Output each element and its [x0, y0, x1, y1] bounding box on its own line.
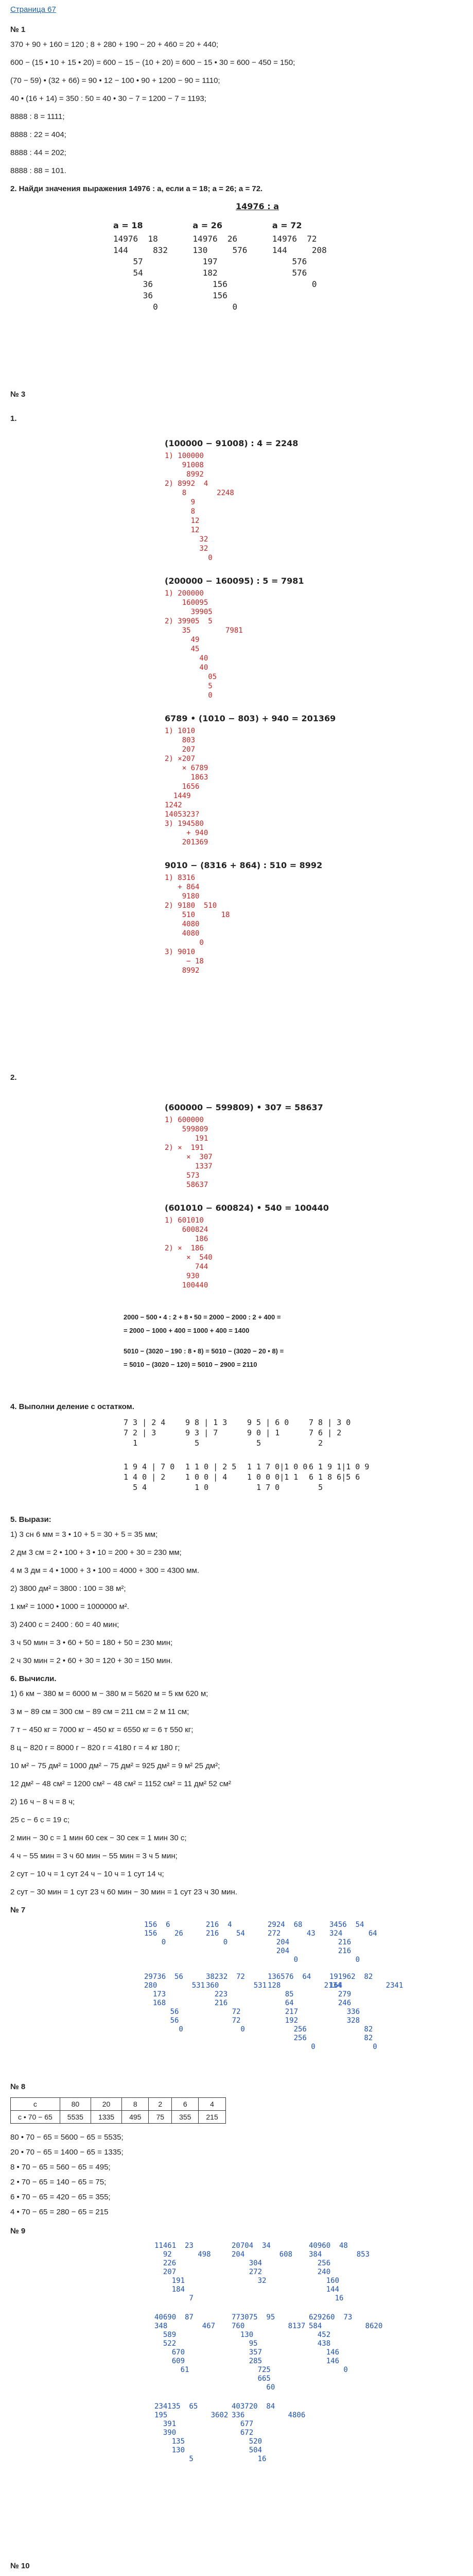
ex4-title: 4. Выполни деление с остатком. — [10, 1402, 134, 1411]
ex1-col-2 — [192, 221, 247, 313]
division-3: 9 5 | 6 0 9 0 | 1 5 — [247, 1418, 289, 1448]
ex6-line: 4 ч − 55 мин = 3 ч 60 мин − 55 мин = 3 ч 5 мин; — [10, 1852, 178, 1860]
table-cell: 80 — [60, 2098, 91, 2111]
ex8-line: 20 • 70 − 65 = 1400 − 65 = 1335; — [10, 2148, 124, 2157]
ex7-div-7: 136576 64 128 2134 85 64 217 192 256 256 0 — [268, 1973, 342, 2051]
ex6-line: 10 м² − 75 дм² = 1000 дм² − 75 дм² = 925 дм² = 9 м² 25 дм²; — [10, 1761, 220, 1770]
ex7-div-3: 2924 68 272 43 204 204 0 — [268, 1921, 316, 1964]
division-4: 7 8 | 3 0 7 6 | 2 2 — [309, 1418, 351, 1448]
ex7-div-6: 38232 72 360 531 223 216 72 72 0 — [206, 1973, 267, 2033]
calc-line: 2000 − 500 • 4 : 2 + 8 • 50 = 2000 − 2000 : 2 + 400 = — [124, 1313, 281, 1321]
ex9-figure — [154, 2242, 412, 2464]
ex1-line: 8888 : 44 = 202; — [10, 148, 66, 157]
ex3-part2: 2. — [10, 1073, 17, 1082]
ex9-div-1: 11461 23 92 498 226 207 191 184 7 — [154, 2242, 211, 2302]
ex6-line: 2) 16 ч − 8 ч = 8 ч; — [10, 1798, 75, 1806]
ex5-line: 1) 3 сн 6 мм = 3 • 10 + 5 = 30 + 5 = 35 мм; — [10, 1530, 158, 1539]
ex8-line: 2 • 70 − 65 = 140 − 65 = 75; — [10, 2178, 107, 2187]
ex6-lines — [10, 1689, 463, 1896]
ex1-box-title: 14976 : a — [236, 201, 279, 211]
ex4-figure — [124, 1417, 381, 1493]
ex1-lines — [10, 40, 463, 175]
ex6-line: 7 т − 450 кг = 7000 кг − 450 кг = 6550 кг = 6 т 550 кг; — [10, 1725, 194, 1734]
table-row — [11, 2111, 226, 2124]
expr-1: (100000 − 91008) : 4 = 2248 — [165, 438, 299, 448]
ex6-title: 6. Вычисли. — [10, 1674, 57, 1683]
ex7-div-4: 3456 54 324 64 216 216 0 — [329, 1921, 377, 1964]
ex9-div-6: 629260 73 584 8620 452 438 146 146 0 — [309, 2313, 383, 2374]
ex7-div-1: 156 6 156 26 0 — [144, 1921, 183, 1946]
table-row — [11, 2098, 226, 2111]
ex7-div-2: 216 4 216 54 0 — [206, 1921, 245, 1946]
ex9-div-4: 40690 87 348 467 589 522 670 609 61 — [154, 2313, 216, 2374]
calc-line: = 5010 − (3020 − 120) = 5010 − 2900 = 2110 — [124, 1361, 257, 1368]
page — [10, 5, 463, 2576]
ex7-figure — [144, 1921, 404, 2052]
ex6-line: 2 мин − 30 с = 1 мин 60 сек − 30 сек = 1 мин 30 с; — [10, 1834, 187, 1842]
table-cell: с • 70 − 65 — [11, 2111, 60, 2124]
ex9-div-3: 40960 48 384 853 256 240 160 144 16 — [309, 2242, 370, 2302]
ex1-line: 8888 : 8 = 1111; — [10, 112, 65, 121]
ex3-figure-1 — [165, 438, 381, 975]
ex6-line: 1) 6 км − 380 м = 6000 м − 380 м = 5620 м = 5 км 620 м; — [10, 1689, 208, 1698]
ex5-line: 3) 2400 с = 2400 : 60 = 40 мин; — [10, 1620, 119, 1629]
ex8-lines — [10, 2133, 463, 2216]
ex9-div-8: 403720 84 336 4806 677 672 520 504 16 — [232, 2402, 306, 2463]
table-cell: 1335 — [91, 2111, 121, 2124]
ex3-part1: 1. — [10, 414, 17, 423]
col-division: 14976 72 144 208 576 576 0 — [272, 234, 327, 289]
table-cell: 215 — [199, 2111, 225, 2124]
ex1-line: 370 + 90 + 160 = 120 ; 8 + 280 + 190 − 20 + 460 = 20 + 440; — [10, 40, 219, 49]
ex9-div-2: 20704 34 204 608 304 272 32 — [232, 2242, 293, 2285]
ex1-line: 8888 : 88 = 101. — [10, 166, 66, 175]
table-cell: 75 — [149, 2111, 172, 2124]
ex1-title: № 1 — [10, 25, 26, 34]
expr-3-steps: 1) 1010 803 207 2) ×207 × 6789 1863 1656 1449 1242 1405323? 3) 194580 + 940 201369 — [165, 727, 208, 846]
ex8-line: 80 • 70 − 65 = 5600 − 65 = 5535; — [10, 2133, 124, 2142]
ex5-line: 1 км² = 1000 • 1000 = 1000000 м². — [10, 1602, 129, 1611]
division-2: 9 8 | 1 3 9 3 | 7 5 — [185, 1418, 227, 1448]
ex5-line: 4 м 3 дм = 4 • 1000 + 3 • 100 = 4000 + 300 = 4300 мм. — [10, 1566, 200, 1575]
ex5-lines — [10, 1530, 463, 1665]
ex9-div-5: 773075 95 760 8137 130 95 357 285 725 665 60 — [232, 2313, 306, 2392]
ex1-line: 8888 : 22 = 404; — [10, 130, 66, 139]
col-division: 14976 26 130 576 197 182 156 156 0 — [192, 234, 248, 312]
expr-5: (600000 − 599809) • 307 = 58637 — [165, 1103, 323, 1112]
calc-line: = 2000 − 1000 + 400 = 1000 + 400 = 1400 — [124, 1327, 250, 1334]
expr-6: (601010 − 600824) • 540 = 100440 — [165, 1203, 329, 1213]
ex6-line: 2 сут − 30 мин = 1 сут 23 ч 60 мин − 30 мин = 1 сут 23 ч 30 мин. — [10, 1888, 237, 1896]
table-cell: 495 — [122, 2111, 149, 2124]
ex10-title: № 10 — [10, 2562, 30, 2570]
ex1-line: (70 − 59) • (32 + 66) = 90 • 12 − 100 • 90 + 1200 − 90 = 1110; — [10, 76, 220, 85]
ex6-line: 2 сут − 10 ч = 1 сут 24 ч − 10 ч = 1 сут 14 ч; — [10, 1870, 164, 1878]
table-cell: 20 — [91, 2098, 121, 2111]
col-label: a = 26 — [192, 221, 223, 230]
ex1-figure — [113, 199, 401, 313]
ex5-line: 2 ч 30 мин = 2 • 60 + 30 = 120 + 30 = 150 мин. — [10, 1656, 173, 1665]
ex5-line: 2) 3800 дм² = 3800 : 100 = 38 м²; — [10, 1584, 126, 1593]
col-label: a = 72 — [272, 221, 302, 230]
ex8-title: № 8 — [10, 2082, 26, 2091]
expr-4-steps: 1) 8316 + 864 9180 2) 9180 510 510 18 4080 4080 0 3) 9010 − 18 8992 — [165, 874, 230, 975]
expr-2-steps: 1) 200000 160095 39905 2) 39905 5 35 7981 49 45 40 40 05 5 0 — [165, 589, 243, 700]
division-7: 1 1 7 0|1 0 0 1 0 0 0|1 1 1 7 0 — [247, 1462, 308, 1492]
ex7-title: № 7 — [10, 1906, 26, 1914]
calc-line: 5010 − (3020 − 190 : 8 • 8) = 5010 − (3020 − 20 • 8) = — [124, 1347, 284, 1355]
table-cell: c — [11, 2098, 60, 2111]
ex9-title: № 9 — [10, 2227, 26, 2235]
ex8-line: 4 • 70 − 65 = 280 − 65 = 215 — [10, 2208, 109, 2216]
ex5-line: 3 ч 50 мин = 3 • 60 + 50 = 180 + 50 = 230 мин; — [10, 1638, 173, 1647]
ex8-line: 8 • 70 − 65 = 560 − 65 = 495; — [10, 2163, 111, 2172]
table-cell: 5535 — [60, 2111, 91, 2124]
ex3-figure-2 — [165, 1103, 381, 1290]
col-label: a = 18 — [113, 221, 143, 230]
division-1: 7 3 | 2 4 7 2 | 3 1 — [124, 1418, 166, 1448]
ex3-lines2 — [124, 1311, 463, 1371]
division-6: 1 1 0 | 2 5 1 0 0 | 4 1 0 — [185, 1462, 237, 1492]
ex5-title: 5. Вырази: — [10, 1515, 51, 1524]
ex6-line: 3 м − 89 см = 300 см − 89 см = 211 см = 2 м 11 см; — [10, 1707, 189, 1716]
page-link[interactable]: Страница 67 — [10, 5, 56, 14]
ex8-line: 6 • 70 − 65 = 420 − 65 = 355; — [10, 2193, 111, 2201]
table-cell: 6 — [172, 2098, 199, 2111]
ex1-line: 40 • (16 + 14) = 350 : 50 = 40 • 30 − 7 = 1200 − 7 = 1193; — [10, 94, 206, 103]
col-division: 14976 18 144 832 57 54 36 36 0 — [113, 234, 168, 312]
expr-3: 6789 • (1010 − 803) + 940 = 201369 — [165, 714, 336, 723]
ex1-columns — [113, 221, 401, 313]
ex6-line: 8 ц − 820 г = 8000 г − 820 г = 4180 г = 4 кг 180 г; — [10, 1743, 180, 1752]
ex7-div-5: 29736 56 280 531 173 168 56 56 0 — [144, 1973, 205, 2033]
ex1-line: 600 − (15 • 10 + 15 • 20) = 600 − 15 − (10 + 20) = 600 − 15 • 30 = 600 − 450 = 150; — [10, 58, 295, 67]
expr-1-steps: 1) 100000 91008 8992 2) 8992 4 8 2248 9 8 12 12 32 32 0 — [165, 452, 234, 562]
table-cell: 4 — [199, 2098, 225, 2111]
table-cell: 8 — [122, 2098, 149, 2111]
ex5-line: 2 дм 3 см = 2 • 100 + 3 • 10 = 200 + 30 = 230 мм; — [10, 1548, 182, 1557]
expr-4: 9010 − (8316 + 864) : 510 = 8992 — [165, 860, 323, 870]
ex1-q2: 2. Найди значения выражения 14976 : а, если а = 18; а = 26; а = 72. — [10, 184, 263, 193]
ex8-table — [10, 2097, 226, 2124]
expr-5-steps: 1) 600000 599809 191 2) × 191 × 307 1337 573 58637 — [165, 1116, 213, 1189]
ex1-col-1 — [113, 221, 168, 313]
ex7-div-8: 191962 82 164 2341 279 246 336 328 82 82 0 — [329, 1973, 404, 2051]
expr-6-steps: 1) 601010 600824 186 2) × 186 × 540 744 930 100440 — [165, 1216, 213, 1290]
table-cell: 355 — [172, 2111, 199, 2124]
ex3-title: № 3 — [10, 390, 26, 399]
expr-2: (200000 − 160095) : 5 = 7981 — [165, 576, 304, 586]
ex6-line: 12 дм² − 48 см² = 1200 см² − 48 см² = 1152 см² = 11 дм² 52 см² — [10, 1780, 231, 1788]
ex9-div-7: 234135 65 195 3602 391 390 135 130 5 — [154, 2402, 229, 2463]
division-8: 6 1 9 1|1 0 9 6 1 8 6|5 6 5 — [309, 1462, 370, 1492]
division-5: 1 9 4 | 7 0 1 4 0 | 2 5 4 — [124, 1462, 175, 1492]
ex6-line: 25 с − 6 с = 19 с; — [10, 1816, 70, 1824]
table-cell: 2 — [149, 2098, 172, 2111]
ex1-col-3 — [272, 221, 327, 290]
